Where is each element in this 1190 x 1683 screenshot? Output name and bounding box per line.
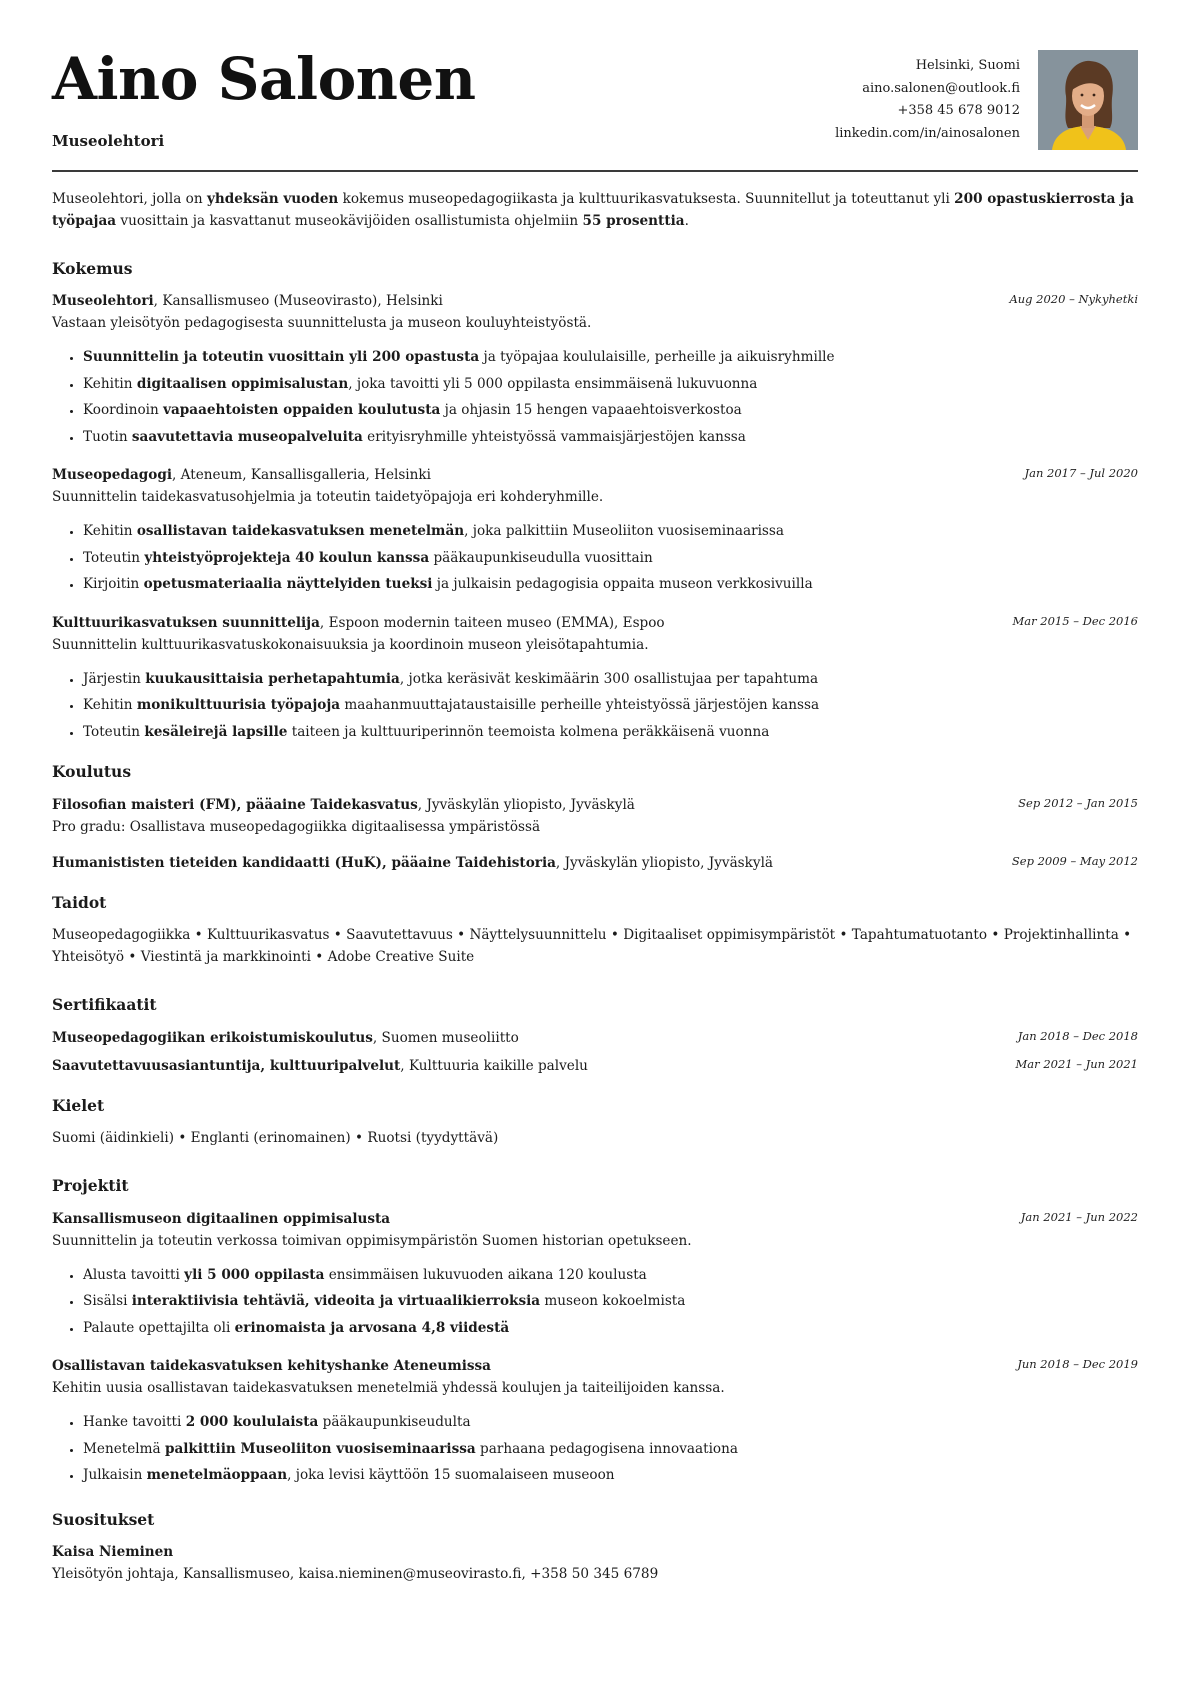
certificate-entry	[52, 1055, 1138, 1077]
education-heading	[52, 852, 1138, 874]
text-run: ja työpajaa koululaisille, perheille ja aikuisryhmille	[479, 349, 835, 366]
contact-phone[interactable]: +358 45 678 9012	[897, 103, 1020, 118]
section-title-education: Koulutus	[52, 762, 132, 782]
employer: , Kansallismuseo (Museovirasto), Helsinki	[153, 293, 443, 310]
resume-header	[52, 0, 1138, 172]
certificate-heading	[52, 1027, 1138, 1049]
text-run: pääkaupunkiseudulta	[318, 1414, 471, 1431]
bold-text: Suunnittelin ja toteutin vuosittain yli 200 opastusta	[83, 349, 480, 366]
degree: Humanististen tieteiden kandidaatti (HuK), pääaine Taidehistoria	[52, 854, 556, 871]
candidate-name: Aino Salonen	[52, 45, 476, 113]
text-run: Kehitin	[83, 375, 137, 392]
achievement-item	[83, 719, 1138, 746]
job-description: Suunnittelin taidekasvatusohjelmia ja toteutin taidetyöpajoja eri kohderyhmille.	[52, 489, 604, 506]
issuer: , Suomen museoliitto	[372, 1029, 519, 1046]
bold-text: kesäleirejä lapsille	[144, 723, 288, 740]
project-heading	[52, 1355, 1138, 1377]
education-list	[52, 794, 1138, 874]
achievement-item	[83, 1462, 1138, 1489]
employer: , Ateneum, Kansallisgalleria, Helsinki	[172, 467, 431, 484]
achievement-list	[52, 1262, 1138, 1342]
text-run: Menetelmä	[83, 1440, 165, 1457]
text-run: ensimmäisen lukuvuoden aikana 120 koulusta	[324, 1266, 647, 1283]
project-description: Suunnittelin ja toteutin verkossa toimivan oppimisympäristön Suomen historian opetukseen.	[52, 1232, 692, 1249]
bold-text: opetusmateriaalia näyttelyiden tueksi	[143, 576, 433, 593]
text-run: Toteutin	[83, 549, 145, 566]
date-range: Sep 2012 – Jan 2015	[1018, 795, 1138, 810]
bold-text: interaktiivisia tehtäviä, videoita ja virtuaalikierroksia	[131, 1293, 541, 1310]
date-range: Sep 2009 – May 2012	[1011, 853, 1138, 868]
institution: , Jyväskylän yliopisto, Jyväskylä	[555, 854, 774, 871]
achievement-item	[83, 1436, 1138, 1463]
institution: , Jyväskylän yliopisto, Jyväskylä	[417, 796, 635, 813]
section-title-projects: Projektit	[52, 1176, 129, 1196]
education-heading	[52, 794, 1138, 816]
bold-text: erinomaista ja arvosana 4,8 viidestä	[234, 1319, 510, 1336]
text-run: Järjestin	[83, 670, 146, 687]
project-description: Kehitin uusia osallistavan taidekasvatuksen menetelmiä yhdessä koulujen ja taiteilijoiden kanssa.	[52, 1380, 725, 1397]
reference-name: Kaisa Nieminen	[52, 1544, 174, 1561]
text-run: Sisälsi	[83, 1293, 132, 1310]
text-run: Toteutin	[83, 723, 145, 740]
text-run: Palaute opettajilta oli	[83, 1319, 235, 1336]
contact-location: Helsinki, Suomi	[915, 58, 1020, 73]
bold-text: 200 opastuskierrosta ja työpajaa	[52, 191, 1134, 229]
text-run: ja julkaisin pedagogisia oppaita museon verkkosivuilla	[432, 576, 813, 593]
section-title-experience: Kokemus	[52, 259, 133, 278]
education-entry	[52, 794, 1138, 838]
text-run: museon kokoelmista	[540, 1293, 686, 1310]
certificate-heading	[52, 1055, 1138, 1077]
date-range: Mar 2021 – Jun 2021	[1015, 1056, 1138, 1071]
achievement-item	[83, 518, 1138, 545]
date-range: Jan 2021 – Jun 2022	[1020, 1209, 1138, 1224]
project-name: Osallistavan taidekasvatuksen kehityshanke Ateneumissa	[52, 1358, 491, 1375]
reference-details: Yleisötyön johtaja, Kansallismuseo, kaisa.nieminen@museovirasto.fi, +358 50 345 6789	[52, 1566, 659, 1583]
experience-heading	[52, 464, 1138, 486]
job-description: Suunnittelin kulttuurikasvatuskokonaisuuksia ja koordinoin museon yleisötapahtumia.	[52, 636, 649, 653]
experience-list	[52, 290, 1138, 745]
text-run: pääkaupunkiseudulla vuosittain	[429, 549, 653, 566]
bold-text: kuukausittaisia perhetapahtumia	[145, 670, 400, 687]
bold-text: osallistavan taidekasvatuksen menetelmän	[136, 523, 465, 540]
section-title-skills: Taidot	[52, 892, 107, 912]
achievement-list	[52, 666, 1138, 746]
experience-heading	[52, 612, 1138, 634]
bold-text: 2 000 koululaista	[185, 1414, 319, 1431]
thesis: Pro gradu: Osallistava museopedagogiikka digitaalisessa ympäristössä	[52, 818, 541, 835]
text-run: Tuotin	[83, 428, 132, 445]
text-run: vuosittain ja kasvattanut museokävijöiden osallistumista ohjelmiin	[116, 213, 583, 229]
text-run: Hanke tavoitti	[83, 1414, 186, 1431]
contact-email[interactable]: aino.salonen@outlook.fi	[862, 80, 1020, 96]
achievement-item	[83, 692, 1138, 719]
project-entry	[52, 1355, 1138, 1489]
bold-text: menetelmäoppaan	[146, 1467, 288, 1484]
bold-text: yli 5 000 oppilasta	[184, 1266, 325, 1283]
achievement-list	[52, 344, 1138, 450]
portrait-image	[1038, 50, 1138, 150]
experience-entry	[52, 290, 1138, 450]
text-run: , joka tavoitti yli 5 000 oppilasta ensimmäisenä lukuvuonna	[348, 375, 758, 392]
text-run: parhaana pedagogisena innovaationa	[475, 1440, 738, 1457]
summary-paragraph	[52, 188, 1138, 232]
date-range: Jun 2018 – Dec 2019	[1017, 1357, 1138, 1372]
profile-photo	[1038, 50, 1138, 150]
contact-block	[835, 55, 1020, 145]
achievement-list	[52, 518, 1138, 598]
candidate-role: Museolehtori	[52, 132, 165, 150]
bold-text: palkittiin Museoliiton vuosiseminaarissa	[164, 1440, 476, 1457]
section-title-references: Suositukset	[52, 1509, 155, 1529]
date-range: Jan 2017 – Jul 2020	[1024, 466, 1138, 481]
languages-list: Suomi (äidinkieli) • Englanti (erinomainen) • Ruotsi (tyydyttävä)	[52, 1130, 499, 1147]
achievement-item	[83, 1288, 1138, 1315]
experience-heading	[52, 290, 1138, 312]
text-run: Museolehtori, jolla on	[52, 191, 207, 207]
bold-text: saavutettavia museopalveluita	[131, 428, 363, 445]
project-entry	[52, 1208, 1138, 1342]
text-run: ja ohjasin 15 hengen vapaaehtoisverkostoa	[440, 402, 742, 419]
text-run: Kehitin	[83, 523, 137, 540]
text-run: , joka palkittiin Museoliiton vuosiseminaarissa	[464, 523, 784, 540]
text-run: maahanmuuttajataustaisille perheille yhteistyössä järjestöjen kanssa	[340, 697, 820, 714]
text-run: erityisryhmille yhteistyössä vammaisjärjestöjen kanssa	[362, 428, 746, 445]
experience-entry	[52, 612, 1138, 746]
section-title-certificates: Sertifikaatit	[52, 995, 157, 1015]
bold-text: vapaaehtoisten oppaiden koulutusta	[163, 402, 441, 419]
text-run: , jotka keräsivät keskimäärin 300 osallistujaa per tapahtuma	[399, 670, 819, 687]
job-description: Vastaan yleisötyön pedagogisesta suunnittelusta ja museon kouluyhteistyöstä.	[52, 315, 592, 332]
text-run: Koordinoin	[83, 402, 164, 419]
employer: , Espoon modernin taiteen museo (EMMA), Espoo	[319, 614, 665, 631]
bold-text: yhdeksän vuoden	[206, 191, 339, 207]
text-run: Kehitin	[83, 697, 137, 714]
section-title-languages: Kielet	[52, 1095, 105, 1115]
text-run: , joka levisi käyttöön 15 suomalaiseen museoon	[287, 1467, 615, 1484]
achievement-item	[83, 571, 1138, 598]
achievement-item	[83, 1262, 1138, 1289]
text-run: Kirjoitin	[83, 576, 144, 593]
certificate-entry	[52, 1027, 1138, 1049]
bold-text: monikulttuurisia työpajoja	[136, 697, 341, 714]
achievement-item	[83, 1315, 1138, 1342]
achievement-item	[83, 344, 1138, 371]
achievement-item	[83, 666, 1138, 693]
bold-text: 55 prosenttia	[582, 213, 685, 229]
text-run: .	[684, 213, 689, 229]
bold-text: digitaalisen oppimisalustan	[136, 375, 349, 392]
text-run: taiteen ja kulttuuriperinnön teemoista kolmena peräkkäisenä vuonna	[287, 723, 770, 740]
education-entry	[52, 852, 1138, 874]
bold-text: yhteistyöprojekteja 40 koulun kanssa	[144, 549, 430, 566]
skills-list: Museopedagogiikka • Kulttuurikasvatus • Saavutettavuus • Näyttelysuunnittelu • Digitaaliset oppimisympäristöt • Tapahtumatuotanto • Projektinhallinta • Yhteisötyö • Viestintä ja markkinointi • Adobe Creative Suite	[52, 927, 1132, 966]
project-name: Kansallismuseon digitaalinen oppimisalusta	[52, 1210, 391, 1227]
achievement-item	[83, 397, 1138, 424]
project-heading	[52, 1208, 1138, 1230]
achievement-item	[83, 1409, 1138, 1436]
degree: Filosofian maisteri (FM), pääaine Taidekasvatus	[52, 796, 418, 813]
experience-entry	[52, 464, 1138, 598]
text-run: Alusta tavoitti	[83, 1266, 185, 1283]
job-title: Kulttuurikasvatuksen suunnittelija	[52, 614, 320, 631]
achievement-item	[83, 371, 1138, 398]
projects-list	[52, 1208, 1138, 1489]
certificate-name: Saavutettavuusasiantuntija, kulttuuripalvelut	[52, 1057, 401, 1074]
issuer: , Kulttuuria kaikille palvelu	[400, 1057, 588, 1074]
achievement-item	[83, 545, 1138, 572]
certificate-name: Museopedagogiikan erikoistumiskoulutus	[52, 1029, 373, 1046]
achievement-item	[83, 424, 1138, 451]
achievement-list	[52, 1409, 1138, 1489]
certificates-list	[52, 1027, 1138, 1077]
date-range: Jan 2018 – Dec 2018	[1017, 1028, 1138, 1043]
contact-linkedin[interactable]: linkedin.com/in/ainosalonen	[835, 125, 1020, 141]
job-title: Museolehtori	[52, 293, 154, 310]
text-run: kokemus museopedagogiikasta ja kulttuurikasvatuksesta. Suunnitellut ja toteuttanut yli	[338, 191, 955, 207]
date-range: Mar 2015 – Dec 2016	[1012, 613, 1138, 628]
job-title: Museopedagogi	[52, 467, 173, 484]
date-range: Aug 2020 – Nykyhetki	[1009, 292, 1138, 307]
text-run: Julkaisin	[83, 1467, 147, 1484]
